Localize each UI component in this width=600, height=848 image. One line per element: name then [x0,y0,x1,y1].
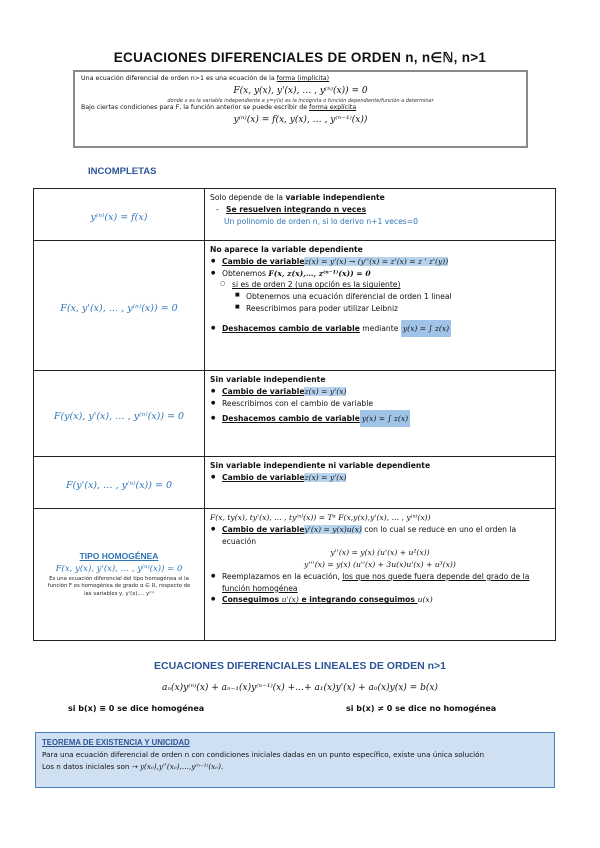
homogenea-note: si b(x) ≡ 0 se dice homogénea [68,704,205,713]
row4-right: Sin variable independiente ni variable dependiente ● Cambio de variablez(x) = y'(x) [205,457,556,509]
table-row [34,509,556,641]
explicit-form-link: forma explícita [309,104,357,112]
teorema-line-2: Los n datos iniciales son → y(x₀),y''(x₀),…,y⁽ⁿ⁻¹⁾(x₀). [42,761,224,771]
implicit-form-link: forma (implícita) [276,75,330,82]
intro-note: donde x es la variable independiente e y=y(x) es la incógnita o función dependiente/función a determinar [167,97,434,104]
table-row [34,241,556,371]
row3-right: Sin variable independiente ● Cambio de variablez(x) = y'(x) ● Reescribimos con el cambio de variable ● Deshacemos cambio de variable y(x) = ∫ z(x) [205,371,556,457]
row5-left: TIPO HOMOGÉNEA F(x, y(x), y'(x), … , y⁽ⁿ⁾(x)) = 0 Es una ecuación diferencial del tipo homogénea si la función F es homogénea de grado α ∈ ℝ, respecto de las variables y, y'(x),… y⁽ⁿ⁾ [34,509,205,641]
row4-left: F(y'(x), … , y⁽ⁿ⁾(x)) = 0 [34,457,205,509]
row2-left: F(x, y'(x), … , y⁽ⁿ⁾(x)) = 0 [34,241,205,371]
row2-right: No aparece la variable dependiente ● Cambio de variablez(x) = y'(x) → (y''(x) = z'(x) = z ' z'(y)) ● Obtenemos F(x, z(x),…, z⁽ⁿ⁻¹⁾(x)) = 0 ○ si es de orden 2 (una opción es la siguiente) ■ Obtenemos una ecuación diferencial de orden 1 lineal ■ Reescribimos para poder utilizar Leibniz ● Deshacemos cambio de variable mediante y(x) = ∫ z(x) [205,241,556,371]
row3-left: F(y(x), y'(x), … , y⁽ⁿ⁾(x)) = 0 [34,371,205,457]
no-homogenea-note: si b(x) ≠ 0 se dice no homogénea [346,704,497,713]
lineales-title: ECUACIONES DIFERENCIALES LINEALES DE ORDEN n>1 [154,660,446,672]
explicit-equation: y⁽ⁿ⁾(x) = f(x, y(x), … , y⁽ⁿ⁻¹⁾(x)) [233,114,368,125]
section-incompletas: INCOMPLETAS [88,166,157,177]
tipo-homogenea-desc: Es una ecuación diferencial del tipo homogénea si la función F es homogénea de grado α ∈ ℝ, respecto de las variables y, y'(x),… y⁽ⁿ⁾ [47,575,191,597]
row5-right: F(x, ty(x), ty'(x), … , ty⁽ⁿ⁾(x)) = Tᵅ F(x,y(x),y'(x), … , y⁽ⁿ⁾(x)) ● Cambio de variabley'(x) = y(x)u(x) con lo cual se reduce en uno el orden la ecuación y''(x) = y(x) (u'(x) + u²(x)) y'''(x) = y(x) (u''(x) + 3u(x)u'(x) + u³(x)) ● Reemplazamos en la ecuación, los que nos quede fuera depende del grado de la función homogénea ● Conseguimos u'(x) e integrando conseguimos u(x) [205,509,556,641]
incompletas-table [33,188,556,641]
table-row [34,371,556,457]
lineales-equation: aₙ(x)y⁽ⁿ⁾(x) + aₙ₋₁(x)y⁽ⁿ⁻¹⁾(x) +…+ a₁(x)y'(x) + a₀(x)y(x) = b(x) [162,683,438,693]
intro-box [73,70,528,148]
page-title: ECUACIONES DIFERENCIALES DE ORDEN n, n∈ℕ, n>1 [113,50,487,65]
row1-right: Solo depende de la variable independiente - Se resuelven integrando n veces Un polinomio de orden n, si lo derivo n+1 veces=0 [205,189,556,241]
implicit-equation: F(x, y(x), y'(x), … , y⁽ⁿ⁾(x)) = 0 [233,85,368,96]
row1-left: y⁽ⁿ⁾(x) = f(x) [34,189,205,241]
intro-line-1: Una ecuación diferencial de orden n>1 es una ecuación de la forma (implícita) [81,75,330,82]
intro-line-2: Bajo ciertas condiciones para F, la función anterior se puede escribir de forma explícita [81,104,357,112]
teorema-title: TEOREMA DE EXISTENCIA Y UNICIDAD [42,738,190,747]
teorema-box [35,732,555,788]
tipo-homogenea-title: TIPO HOMOGÉNEA [79,550,159,561]
table-row [34,189,556,241]
table-row [34,457,556,509]
teorema-line-1: Para una ecuación diferencial de orden n con condiciones iniciales dadas en un punto específico, existe una única solución [42,750,485,760]
